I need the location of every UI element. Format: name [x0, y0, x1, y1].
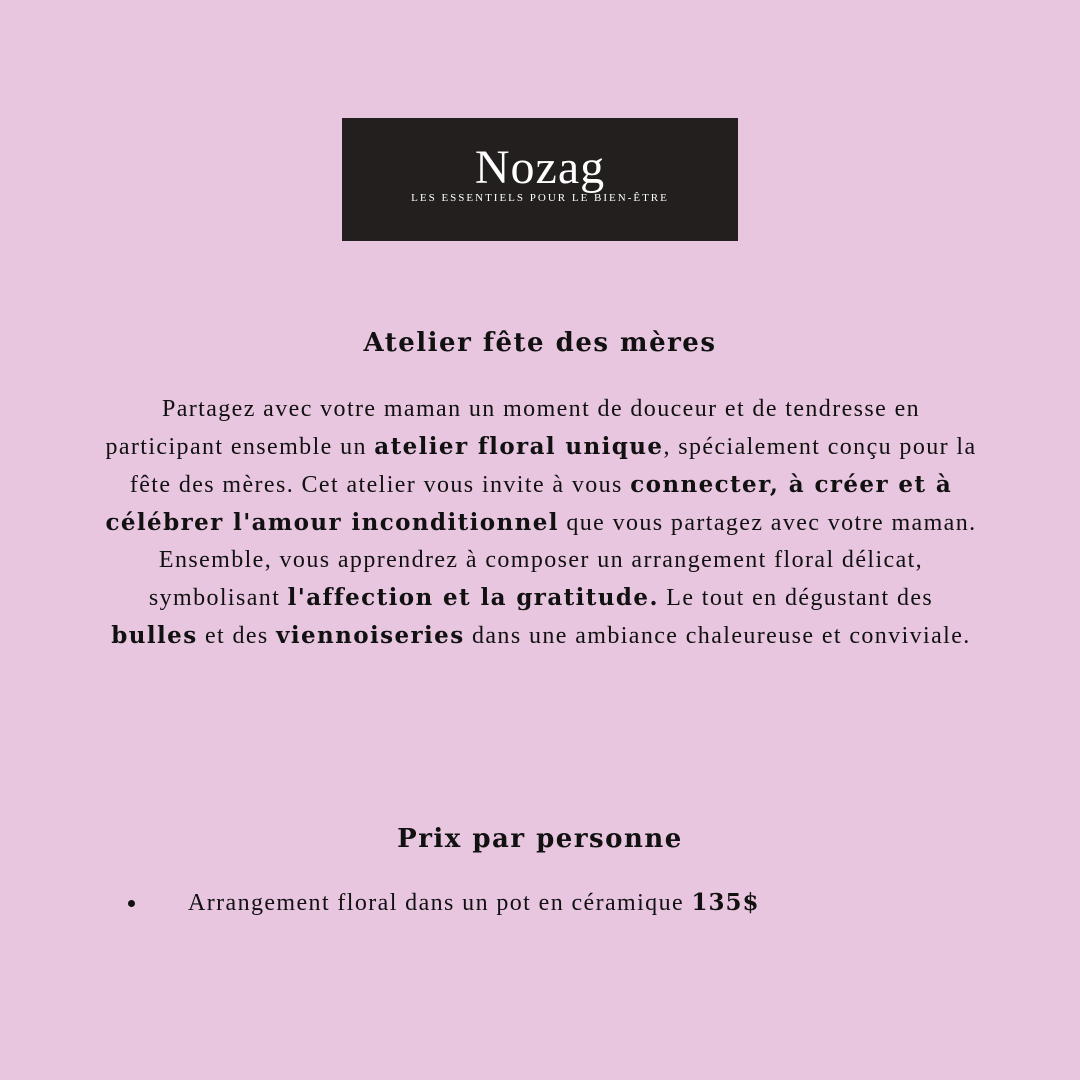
bullet-icon — [128, 900, 135, 907]
list-item — [120, 884, 1000, 922]
description-emphasis: atelier floral unique — [374, 433, 664, 460]
brand-name: Nozag — [474, 141, 606, 194]
description-emphasis: viennoiseries — [276, 622, 465, 649]
description-emphasis: l'affection et la gratitude. — [287, 584, 659, 611]
brand-tagline: LES ESSENTIELS POUR LE BIEN-ÊTRE — [411, 192, 669, 204]
description-paragraph — [104, 391, 978, 655]
description-text: et des — [197, 623, 277, 649]
price-item-label: Arrangement floral dans un pot en céramique — [188, 890, 692, 916]
description-text: dans une ambiance chaleureuse et conviviale. — [464, 623, 971, 649]
price-heading: Prix par personne — [397, 824, 683, 854]
description-emphasis: connecter, à créer et à célébrer l'amour inconditionnel — [105, 471, 953, 536]
price-value: 135$ — [691, 889, 760, 916]
description-text: , spécialement conçu pour la fête des mères. Cet atelier vous invite à vous — [129, 434, 977, 498]
description-text: que vous partagez avec votre maman. Ensemble, vous apprendrez à composer un arrangement floral délicat, symbolisant — [148, 510, 977, 611]
description-emphasis: bulles — [111, 622, 198, 649]
description-text: Partagez avec votre maman un moment de douceur et de tendresse en participant ensemble un — [105, 396, 921, 460]
price-list — [120, 884, 1000, 922]
page-title: Atelier fête des mères — [363, 328, 717, 358]
brand-logo — [342, 118, 738, 241]
description-text: Le tout en dégustant des — [658, 585, 934, 611]
